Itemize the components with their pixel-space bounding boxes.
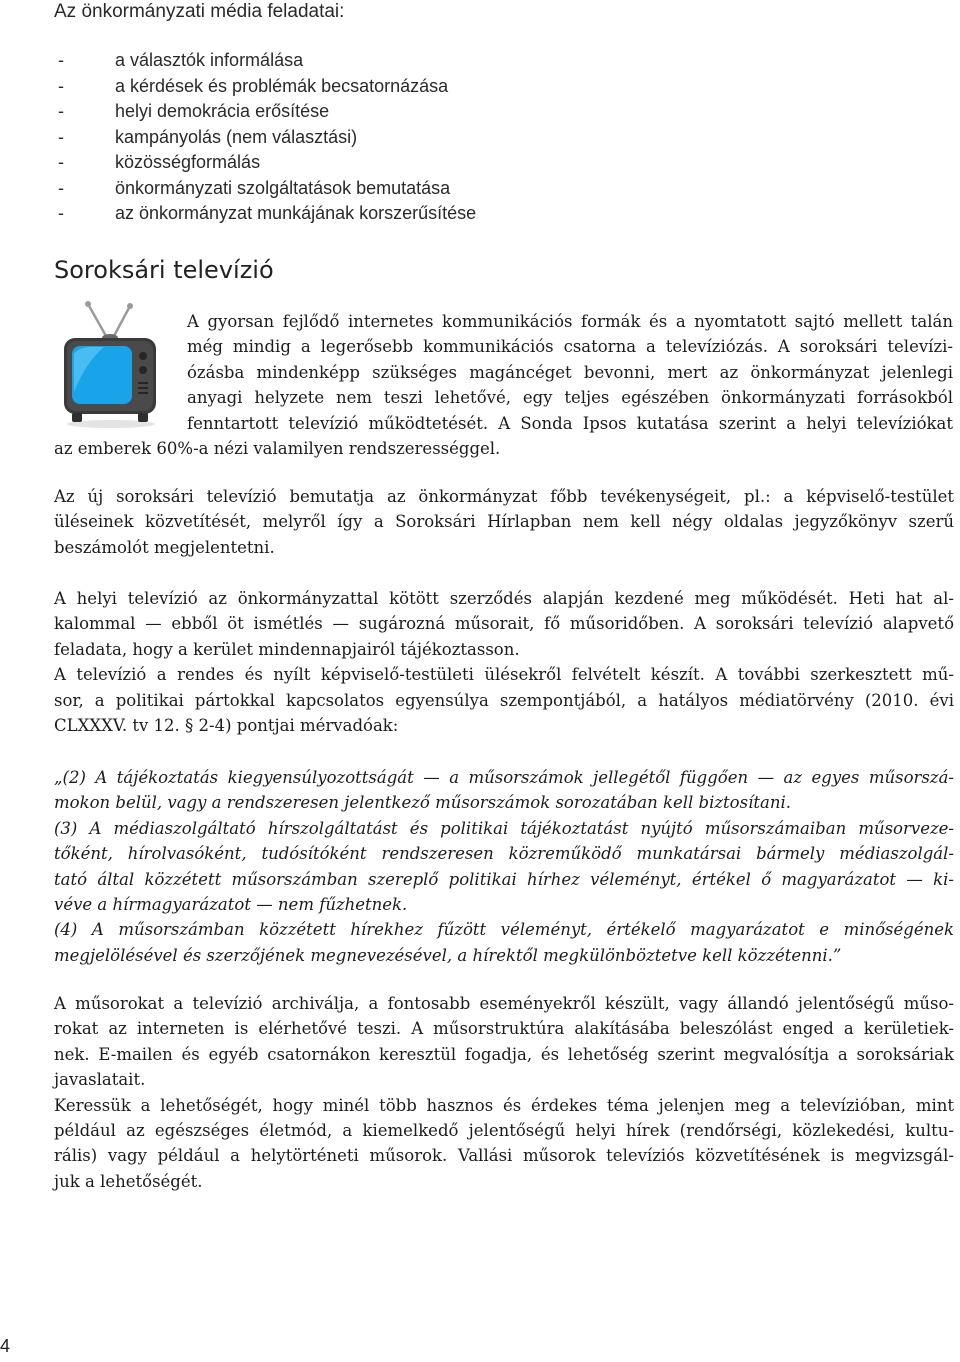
list-item	[54, 150, 774, 176]
page-number: 4	[0, 1336, 11, 1356]
list-dash: -	[58, 75, 64, 96]
text-line: üléseinek közvetítését, melyről így a Soroksári Hírlapban nem kell négy oldalas jegyzőkönyv szerű	[54, 512, 954, 532]
text-line: rális) vagy például a helytörténeti műsorok. Vallási műsorok televíziós közvetítésének is megvizsgál-	[54, 1146, 954, 1166]
new-tv-paragraph	[54, 484, 954, 560]
text-line: A helyi televízió az önkormányzattal kötött szerződés alapján kezdené meg működését. Heti hat al-	[54, 589, 954, 608]
text-line: nek. E-mailen és egyéb csatornákon keresztül fogadja, és lehetőség szerint megvalósítja a soroksáriak	[54, 1044, 954, 1064]
text-line: beszámolót megjelentetni.	[54, 537, 275, 557]
list-dash: -	[58, 50, 64, 70]
list-item	[54, 201, 774, 227]
intro-paragraph-continued	[54, 436, 954, 461]
text-line: kalommal — ebből öt ismétlés — sugározná műsorait, fő műsoridőben. A soroksári televízió alapvető	[54, 614, 954, 634]
list-item	[54, 48, 774, 74]
list-dash: -	[58, 177, 64, 198]
text-line: például az egészséges életmód, a kiemelkedő jelentőségű helyi hírek (rendőrségi, közlekedési, kultu-	[54, 1121, 954, 1141]
list-item-text: közösségformálás	[115, 152, 261, 172]
list-dash: -	[58, 203, 64, 223]
list-dash: -	[58, 152, 64, 172]
text-line: A gyorsan fejlődő internetes kommunikációs formák és a nyomtatott sajtó mellett talán	[187, 312, 953, 331]
text-line: (3) A médiaszolgáltató hírszolgáltatást és politikai tájékoztatást nyújtó műsorszámaiban műsorveze-	[54, 818, 954, 838]
list-item-text: a kérdések és problémák becsatornázása	[115, 75, 449, 96]
text-line: A műsorokat a televízió archiválja, a fontosabb eseményekről készült, vagy állandó jelentőségű műso-	[54, 994, 954, 1013]
law-quote	[54, 765, 954, 968]
section-title: Soroksári televízió	[54, 256, 274, 284]
list-item-text: a választók informálása	[115, 50, 304, 70]
archive-paragraph	[54, 991, 954, 1194]
text-line: Az új soroksári televízió bemutatja az önkormányzat főbb tevékenységeit, pl.: a képviselő-testület	[54, 487, 954, 506]
text-line: mokon belül, vagy a rendszeresen jelentkező műsorszámok sorozatában kell biztosítani.	[54, 793, 791, 813]
text-line: CLXXXV. tv 12. § 2-4) pontjai mérvadóak:	[54, 716, 399, 736]
list-item	[54, 74, 774, 100]
text-line: tató által közzétett műsorszámban szereplő politikai hírhez véleményt, értékel ő magyarázatot — ki-	[54, 869, 954, 889]
intro-heading: Az önkormányzati média feladatai:	[54, 1, 345, 22]
text-line: véve a hírmagyarázatot — nem fűzhetnek.	[54, 895, 408, 915]
list-dash: -	[58, 101, 64, 121]
text-line: „(2) A tájékoztatás kiegyensúlyozottságát — a műsorszámok jellegétől függően — az egyes műsorszá-	[54, 768, 954, 787]
text-line: A televízió a rendes és nyílt képviselő-testületi ülésekről felvételt készít. A további szerkesztett mű-	[54, 665, 954, 685]
duty-list	[54, 48, 774, 227]
text-line: juk a lehetőségét.	[54, 1171, 203, 1191]
list-dash: -	[58, 126, 64, 147]
text-line: rokat az interneten is elérhetővé teszi. A műsorstruktúra alakításába beleszólást enged a kerületiek-	[54, 1019, 954, 1039]
local-tv-paragraph	[54, 586, 954, 738]
list-item-text: helyi demokrácia erősítése	[115, 101, 330, 121]
text-line: ózásba mindenképp szükséges magáncéget bevonni, mert az önkormányzat jelenlegi	[187, 362, 953, 382]
text-line: fenntartott televízió működtetését. A Sonda Ipsos kutatása szerint a helyi televíziókat	[187, 413, 953, 433]
text-line: feladata, hogy a kerület mindennapjairól tájékoztasson.	[54, 639, 520, 659]
list-item	[54, 99, 774, 125]
intro-paragraph	[187, 309, 953, 436]
text-line: tőként, hírolvasóként, tudósítóként rendszeresen közreműködő munkatársai bármely médiaszolgál-	[54, 844, 954, 864]
text-line: még mindig a legerősebb kommunikációs csatorna a televíziózás. A soroksári televízi-	[187, 337, 953, 357]
text-line: Keressük a lehetőségét, hogy minél több hasznos és érdekes téma jelenjen meg a televízióban, mint	[54, 1095, 954, 1115]
list-item-text: kampányolás (nem választási)	[115, 126, 358, 147]
text-line: anyagi helyzete nem teszi lehetővé, egy teljes egészében önkormányzati forrásokból	[187, 388, 953, 408]
list-item-text: az önkormányzat munkájának korszerűsítése	[115, 203, 477, 223]
text-line: megjelölésével és szerzőjének megnevezésével, a hírektől megkülönböztetve kell közzétenni.”	[54, 945, 842, 965]
list-item	[54, 176, 774, 202]
list-item	[54, 125, 774, 151]
list-item-text: önkormányzati szolgáltatások bemutatása	[115, 177, 451, 198]
text-line: sor, a politikai pártokkal kapcsolatos egyensúlya szempontjából, a hatályos médiatörvény (2010. évi	[54, 690, 954, 710]
retro-tv-icon	[58, 300, 164, 430]
text-line: az emberek 60%-a nézi valamilyen rendszerességgel.	[54, 439, 501, 458]
text-line: (4) A műsorszámban közzétett hírekhez fűzött véleményt, értékelő magyarázatot e minőségének	[54, 920, 954, 940]
text-line: javaslatait.	[54, 1070, 146, 1090]
